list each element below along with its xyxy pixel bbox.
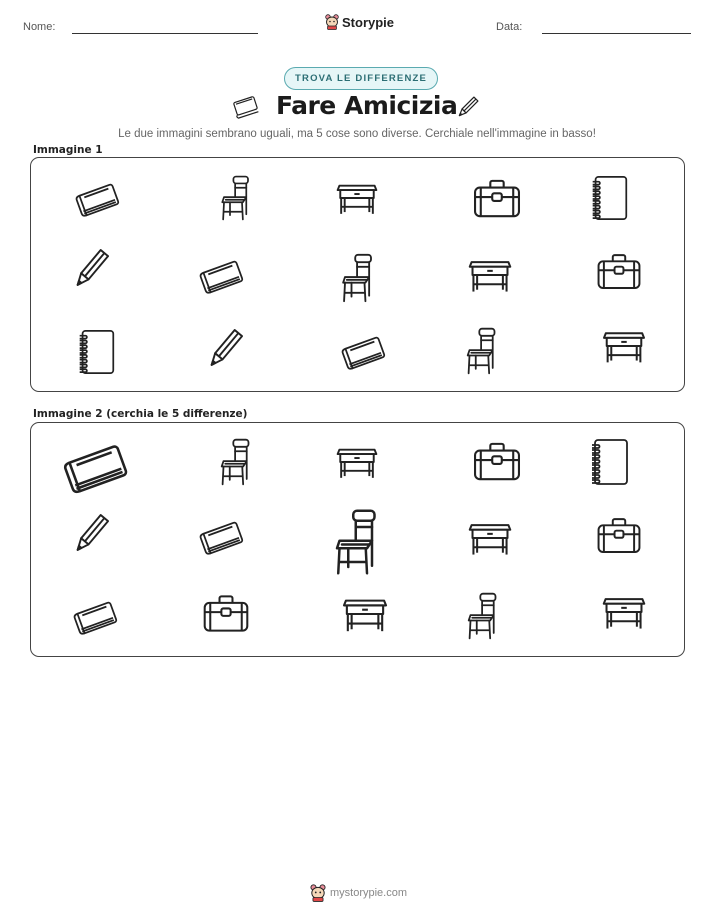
instructions: Le due immagini sembrano uguali, ma 5 cose sono diverse. Cerchiale nell'immagine in basso! (118, 128, 596, 140)
pencil-icon (67, 244, 115, 294)
mascot-icon (310, 884, 326, 902)
desk-icon[interactable] (467, 517, 513, 559)
desk-icon[interactable] (341, 593, 389, 635)
lunchbox-icon[interactable] (469, 441, 525, 483)
pencil-icon (201, 324, 249, 374)
book-icon[interactable] (63, 435, 133, 497)
pencil-icon[interactable] (67, 509, 115, 559)
date-label: Data: (496, 21, 523, 33)
image2-label: Immagine 2 (cerchia le 5 differenze) (33, 408, 248, 420)
book-icon[interactable] (199, 515, 247, 557)
image1-panel (30, 157, 685, 392)
desk-icon[interactable] (601, 591, 647, 633)
notebook-icon (587, 174, 631, 222)
brand-name: Storypie (342, 14, 395, 30)
mascot-icon (325, 14, 339, 30)
pencil-icon (454, 93, 482, 121)
notebook-icon[interactable] (587, 437, 631, 487)
chair-icon[interactable] (463, 591, 503, 641)
desk-icon (467, 254, 513, 296)
desk-icon[interactable] (335, 441, 379, 483)
chair-icon (463, 326, 501, 376)
book-icon (230, 93, 260, 119)
lunchbox-icon[interactable] (595, 515, 643, 557)
desk-icon (335, 178, 379, 218)
notebook-icon (73, 328, 119, 376)
chair-icon[interactable] (217, 437, 255, 487)
image1-label: Immagine 1 (33, 144, 103, 156)
page-title: Fare Amicizia (276, 91, 458, 120)
footer (310, 884, 407, 902)
lunchbox-icon (595, 252, 643, 292)
chair-icon[interactable] (331, 507, 383, 577)
book-icon (341, 330, 389, 372)
lunchbox-icon[interactable] (201, 593, 251, 635)
name-field[interactable] (72, 33, 258, 34)
book-icon[interactable] (73, 593, 121, 639)
image2-panel[interactable] (30, 422, 685, 657)
date-field[interactable] (542, 33, 691, 34)
brand-logo (325, 14, 394, 30)
name-label: Nome: (23, 21, 56, 33)
chair-icon (217, 174, 255, 222)
footer-url: mystorypie.com (330, 887, 408, 899)
lunchbox-icon (469, 178, 525, 220)
book-icon (75, 178, 123, 218)
activity-badge: TROVA LE DIFFERENZE (284, 67, 438, 90)
chair-icon (339, 252, 377, 304)
desk-icon (601, 326, 647, 366)
book-icon (199, 254, 247, 296)
